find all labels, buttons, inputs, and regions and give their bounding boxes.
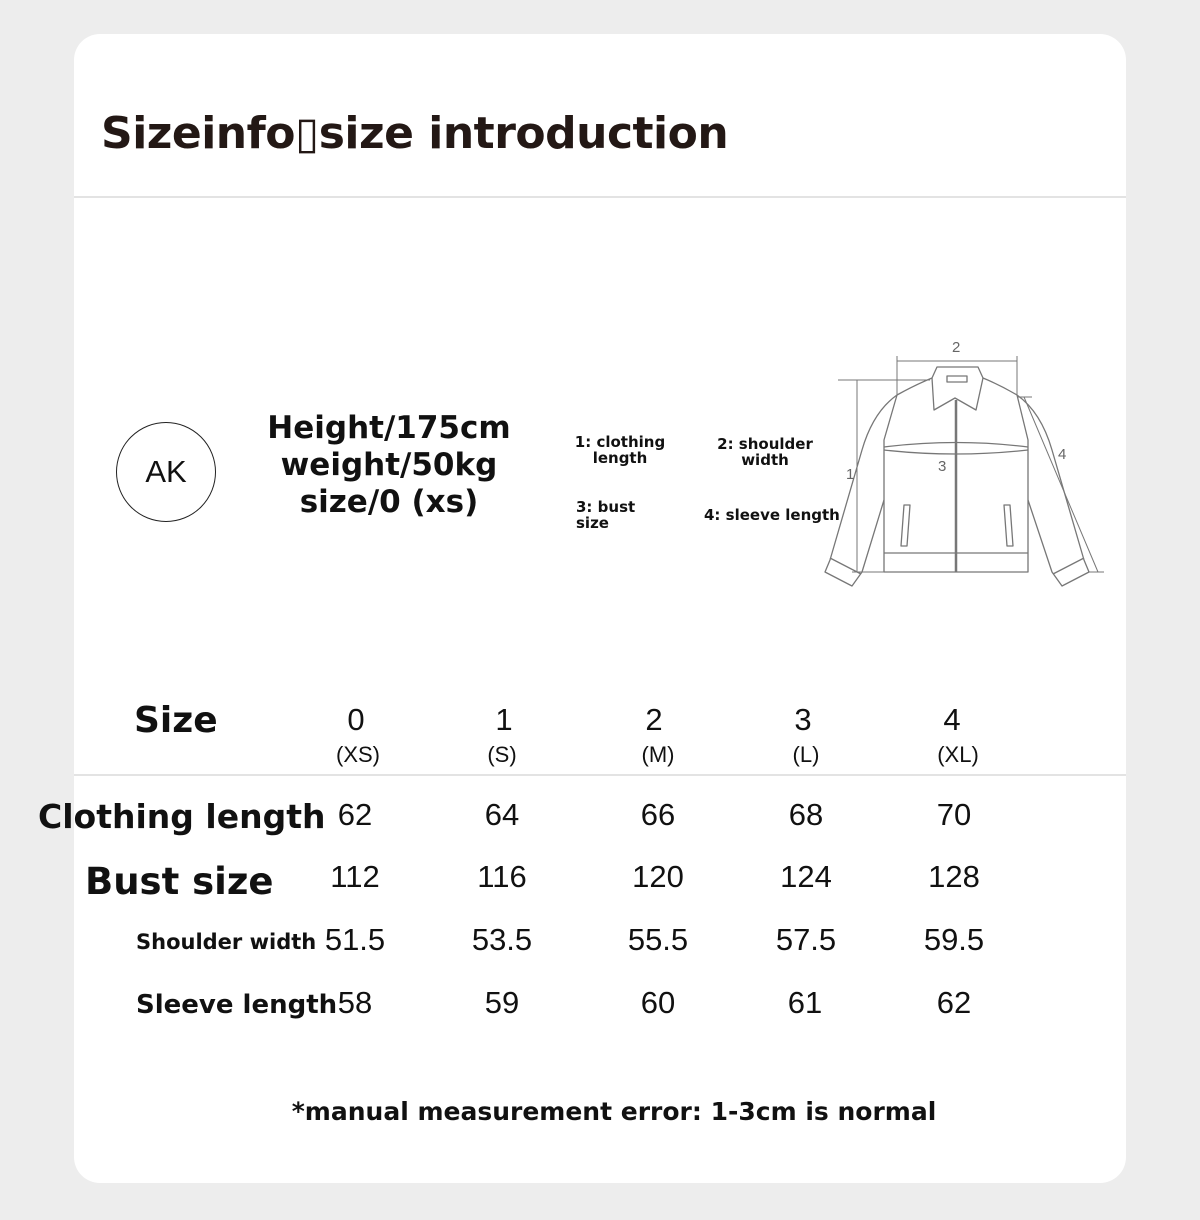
legend-clothing-length [572, 434, 668, 466]
cell-clothing-length-0: 62 [337, 797, 373, 832]
size-col-4-code: (XL) [937, 742, 979, 767]
legend-bust-size [576, 499, 635, 531]
cell-bust-size-3: 124 [780, 859, 832, 894]
size-header-label: Size [134, 700, 218, 741]
cell-clothing-length-3: 68 [788, 797, 824, 832]
legend-clothing-length-line1: 1: clothing [574, 433, 666, 451]
cell-bust-size-0: 112 [330, 859, 380, 894]
cell-sleeve-length-2: 60 [640, 985, 676, 1020]
cell-shoulder-width-2: 55.5 [627, 922, 689, 957]
row-label-bust-size: Bust size [85, 860, 274, 903]
cell-bust-size-2: 120 [632, 859, 684, 894]
legend-bust-size-line1: 3: bust [576, 498, 636, 516]
size-col-0-code: (XS) [336, 742, 380, 767]
cell-sleeve-length-0: 58 [337, 985, 373, 1020]
size-col-4-number: 4 [943, 702, 961, 737]
model-info [250, 410, 528, 521]
cell-shoulder-width-4: 59.5 [923, 922, 985, 957]
legend-shoulder-width [712, 436, 818, 468]
size-col-1-number: 1 [495, 702, 513, 737]
size-col-3-code: (L) [792, 742, 820, 767]
page-title: Sizeinfo▯size introduction [101, 108, 729, 159]
size-col-2-number: 2 [645, 702, 663, 737]
legend-bust-size-line2: size [576, 514, 609, 532]
diagram-label-3: 3 [938, 458, 947, 475]
legend-sleeve-length: 4: sleeve length [704, 506, 840, 524]
avatar-initials: AK [145, 454, 187, 489]
model-height: Height/175cm [267, 410, 511, 446]
cell-sleeve-length-4: 62 [936, 985, 972, 1020]
cell-sleeve-length-3: 61 [787, 985, 823, 1020]
diagram-label-4: 4 [1058, 446, 1067, 463]
size-col-0-number: 0 [347, 702, 365, 737]
legend-shoulder-width-line1: 2: shoulder [717, 435, 813, 453]
model-size: size/0 (xs) [299, 484, 479, 520]
cell-sleeve-length-1: 59 [484, 985, 520, 1020]
title-divider [74, 196, 1126, 198]
cell-clothing-length-2: 66 [640, 797, 676, 832]
cell-clothing-length-1: 64 [484, 797, 520, 832]
cell-shoulder-width-1: 53.5 [471, 922, 533, 957]
size-col-1-code: (S) [487, 742, 517, 767]
table-header-divider [74, 774, 1126, 776]
cell-bust-size-4: 128 [928, 859, 980, 894]
size-col-2-code: (M) [641, 742, 675, 767]
measurement-footnote: *manual measurement error: 1-3cm is normal [291, 1097, 937, 1126]
cell-shoulder-width-3: 57.5 [775, 922, 837, 957]
model-weight: weight/50kg [280, 447, 498, 483]
jacket-measurement-diagram-icon [820, 330, 1110, 600]
legend-shoulder-width-line2: width [741, 451, 789, 469]
row-label-shoulder-width: Shoulder width [136, 930, 317, 954]
legend-clothing-length-line2: length [592, 449, 648, 467]
diagram-label-1: 1 [846, 466, 855, 483]
size-col-3-number: 3 [794, 702, 812, 737]
diagram-label-2: 2 [952, 339, 961, 356]
row-label-clothing-length: Clothing length [38, 797, 326, 836]
cell-bust-size-1: 116 [477, 859, 527, 894]
row-label-sleeve-length: Sleeve length [136, 990, 338, 1020]
model-avatar [116, 422, 216, 522]
cell-shoulder-width-0: 51.5 [324, 922, 386, 957]
cell-clothing-length-4: 70 [936, 797, 972, 832]
